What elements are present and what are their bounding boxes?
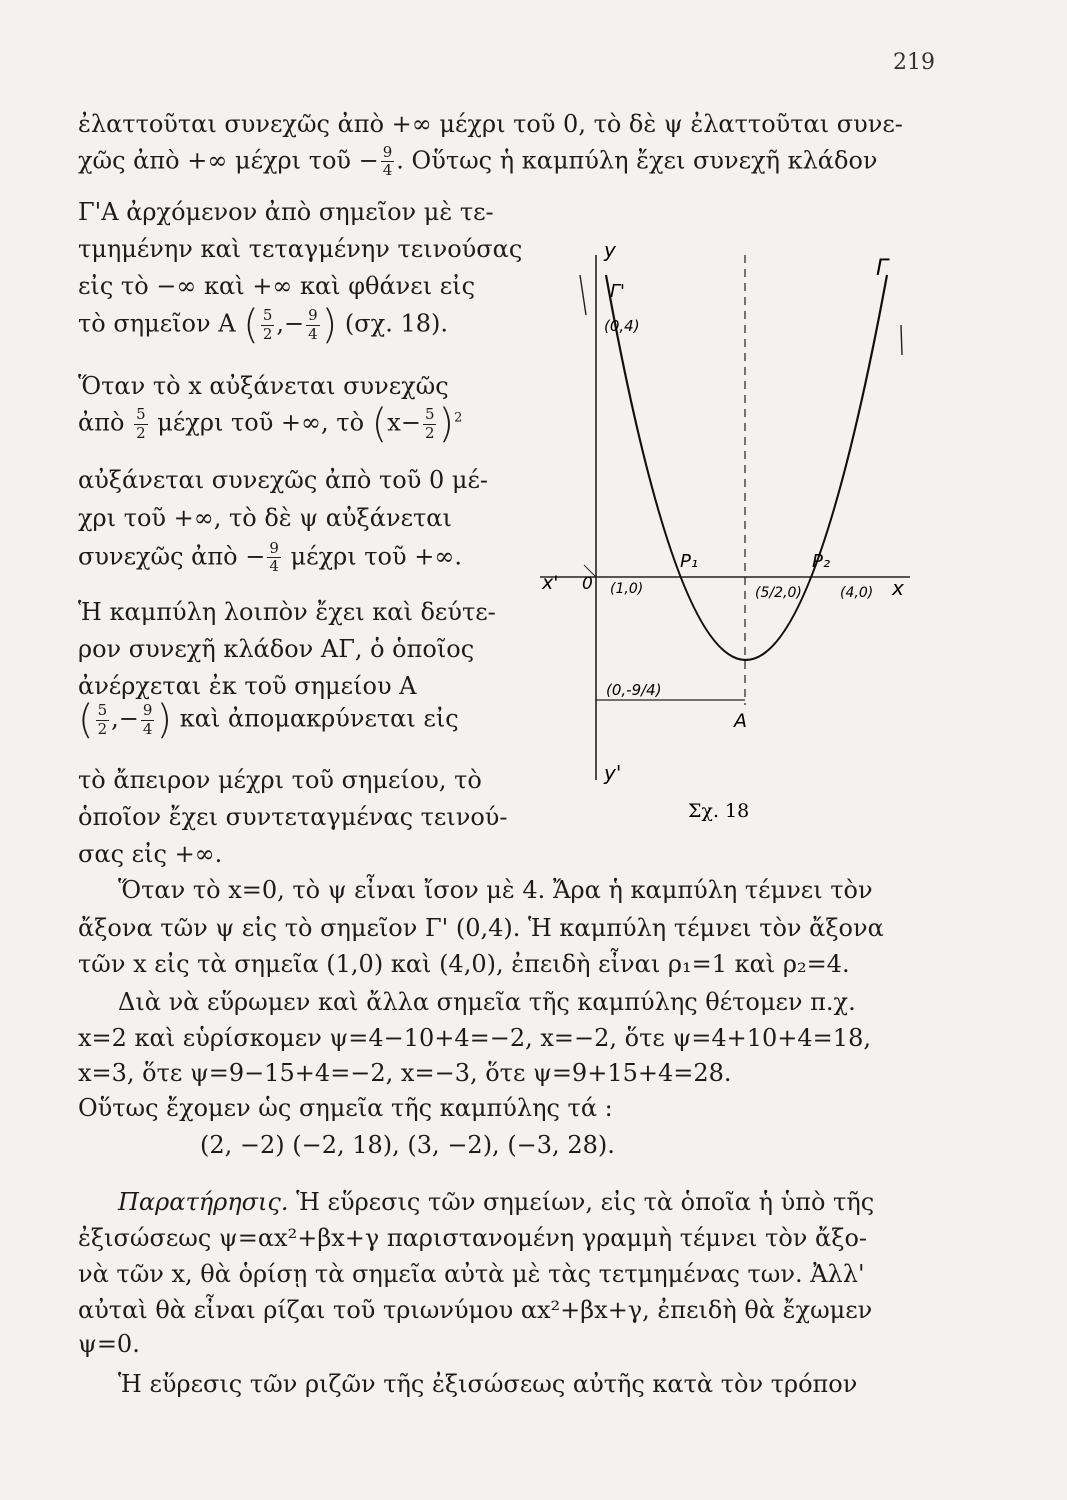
- point-1-0-label: (1,0): [610, 581, 644, 597]
- fraction-5-2: [261, 307, 275, 343]
- text-line-27: [118, 1190, 874, 1214]
- y-prime-label: y': [604, 761, 622, 785]
- text-line-2b: . Οὕτως ἡ καμπύλη ἔχει συνεχῆ κλάδον: [396, 146, 878, 175]
- figure-reference: (σχ. 18).: [344, 309, 448, 338]
- fraction-numerator: 9: [269, 539, 279, 557]
- text-line-31: ψ=0.: [78, 1330, 140, 1358]
- p2-label: P₂: [812, 551, 831, 572]
- text-line-2a: χῶς ἀπὸ +∞ μέχρι τοῦ −: [78, 146, 379, 175]
- text-line-6: [78, 302, 448, 348]
- fraction-numerator: 5: [262, 306, 273, 325]
- fraction-denominator: 4: [382, 161, 393, 180]
- fraction-5-2: [423, 406, 437, 442]
- fraction-numerator: 5: [136, 405, 146, 424]
- text-line-16: τὸ ἄπειρον μέχρι τοῦ σημείου, τὸ: [78, 766, 482, 794]
- point-5-2-0-label: (5/2,0): [755, 585, 802, 601]
- gamma-label: Γ: [876, 256, 889, 281]
- figure-18-parabola: [540, 235, 940, 835]
- open-paren: (: [371, 401, 388, 447]
- fraction-denominator: 4: [269, 557, 279, 576]
- fraction-denominator: 2: [424, 423, 435, 442]
- page-number: 219: [893, 50, 935, 75]
- fraction-5-2: [134, 406, 148, 442]
- text-line-2: [78, 144, 877, 180]
- fraction-numerator: 5: [424, 405, 435, 424]
- text-line-14: ἀνέρχεται ἐκ τοῦ σημείου Α: [78, 672, 417, 700]
- fraction-9-4: [267, 540, 281, 576]
- text-line-10: χρι τοῦ +∞, τὸ δὲ ψ αὐξάνεται: [78, 504, 452, 532]
- origin-label: 0: [582, 574, 593, 594]
- text-line-8: [78, 401, 463, 447]
- fraction-denominator: 2: [262, 324, 273, 343]
- vertex-a-label: A: [734, 710, 747, 732]
- text-line-32: Ἡ εὕρεσις τῶν ριζῶν τῆς ἐξισώσεως αὐτῆς κατὰ τὸν τρόπον: [118, 1370, 858, 1398]
- text-line-3: Γ'Α ἀρχόμενον ἀπὸ σημεῖον μὲ τε-: [78, 198, 494, 226]
- text-line-9: αὐξάνεται συνεχῶς ἀπὸ τοῦ 0 μέ-: [78, 466, 488, 494]
- x-prime-label: x': [542, 572, 559, 594]
- fraction-numerator: 9: [382, 143, 393, 161]
- text-line-11: [78, 540, 462, 576]
- point-0-4-label: (0,4): [604, 317, 640, 335]
- text-line-11b: μέχρι τοῦ +∞.: [290, 542, 462, 571]
- text-line-19: Ὅταν τὸ x=0, τὸ ψ εἶναι ἴσον μὲ 4. Ἄρα ἡ καμπύλη τέμνει τὸν: [118, 876, 873, 904]
- fraction-denominator: 4: [308, 324, 318, 343]
- text-line-22: Διὰ νὰ εὕρωμεν καὶ ἄλλα σημεῖα τῆς καμπύλης θέτομεν π.χ.: [118, 988, 856, 1016]
- text-line-8a: ἀπὸ: [78, 408, 125, 437]
- open-paren: (: [243, 302, 259, 348]
- fraction-9-4: [306, 307, 320, 343]
- vertex-coord-label: (0,-9/4): [606, 681, 662, 699]
- p1-label: P₁: [680, 551, 699, 572]
- text-line-18: σας εἰς +∞.: [78, 840, 223, 868]
- text-line-4: τμημένην καὶ τεταγμένην τεινούσας: [78, 235, 523, 263]
- text-line-13: ρον συνεχῆ κλάδον ΑΓ, ὁ ὁποῖος: [78, 635, 475, 663]
- point-a-label: τὸ σημεῖον Α: [78, 309, 236, 338]
- close-paren: ): [321, 302, 338, 348]
- close-paren: ): [438, 401, 455, 447]
- text-line-30: αὐταὶ θὰ εἶναι ρίζαι τοῦ τριωνύμου αx²+βx+γ, ἐπειδὴ θὰ ἔχωμεν: [78, 1296, 873, 1324]
- minus-sign: −: [284, 309, 305, 338]
- text-line-1: ἐλαττοῦται συνεχῶς ἀπὸ +∞ μέχρι τοῦ 0, τὸ δὲ ψ ἐλαττοῦται συνε-: [78, 110, 903, 138]
- text-line-11a: συνεχῶς ἀπὸ −: [78, 542, 266, 571]
- y-axis-label: y: [604, 238, 616, 262]
- fraction-numerator: 5: [97, 701, 108, 720]
- open-paren: (: [78, 697, 94, 743]
- comma: ,: [111, 704, 119, 733]
- arrow-left-branch: [580, 275, 586, 315]
- text-line-8b: μέχρι τοῦ +∞, τὸ: [157, 408, 365, 437]
- text-line-24: x=3, ὅτε ψ=9−15+4=−2, x=−3, ὅτε ψ=9+15+4=28.: [78, 1059, 732, 1087]
- text-line-15: [78, 697, 459, 743]
- arrow-right-branch: [901, 325, 902, 355]
- close-paren: ): [156, 697, 173, 743]
- parabola-curve: [606, 275, 887, 660]
- text-line-21: τῶν x εἰς τὰ σημεῖα (1,0) καὶ (4,0), ἐπειδὴ εἶναι ρ₁=1 καὶ ρ₂=4.: [78, 950, 850, 978]
- fraction-9-4: [381, 144, 395, 180]
- fraction-5-2: [96, 702, 110, 738]
- fraction-denominator: 2: [97, 719, 108, 738]
- remark-heading: Παρατήρησις.: [118, 1188, 289, 1216]
- text-line-15b: καὶ ἀπομακρύνεται εἰς: [179, 704, 459, 733]
- fraction-denominator: 4: [142, 719, 153, 738]
- text-line-23: x=2 καὶ εὑρίσκομεν ψ=4−10+4=−2, x=−2, ὅτε ψ=4+10+4=18,: [78, 1024, 871, 1052]
- fraction-numerator: 9: [308, 306, 318, 325]
- gamma-prime-label: Γ': [610, 281, 625, 302]
- minus-sign: −: [118, 704, 139, 733]
- text-line-12: Ἡ καμπύλη λοιπὸν ἔχει καὶ δεύτε-: [78, 598, 496, 626]
- figure-caption: Σχ. 18: [688, 800, 750, 822]
- fraction-denominator: 2: [136, 423, 146, 442]
- text-line-17: ὁποῖον ἔχει συντεταγμένας τεινού-: [78, 803, 508, 831]
- comma: ,: [276, 309, 284, 338]
- text-line-27b: Ἡ εὕρεσις τῶν σημείων, εἰς τὰ ὁποῖα ἡ ὑπὸ τῆς: [288, 1188, 875, 1216]
- point-4-0-label: (4,0): [840, 585, 874, 601]
- text-line-8c: x−: [387, 408, 421, 437]
- x-axis-label: x: [892, 576, 904, 600]
- text-line-28: ἐξισώσεως ψ=αx²+βx+γ παριστανομένη γραμμὴ τέμνει τὸν ἄξο-: [78, 1224, 868, 1252]
- fraction-9-4: [141, 702, 155, 738]
- text-line-26: (2, −2) (−2, 18), (3, −2), (−3, 28).: [200, 1131, 615, 1159]
- text-line-5: εἰς τὸ −∞ καὶ +∞ καὶ φθάνει εἰς: [78, 272, 476, 300]
- text-line-29: νὰ τῶν x, θὰ ὁρίσῃ τὰ σημεῖα αὐτὰ μὲ τὰς τετμημένας των. Ἀλλ': [78, 1260, 865, 1288]
- fraction-numerator: 9: [142, 701, 153, 720]
- exponent: 2: [454, 410, 463, 426]
- text-line-25: Οὕτως ἔχομεν ὡς σημεῖα τῆς καμπύλης τά :: [78, 1094, 613, 1122]
- text-line-7: Ὅταν τὸ x αὐξάνεται συνεχῶς: [78, 372, 449, 400]
- text-line-20: ἄξονα τῶν ψ εἰς τὸ σημεῖον Γ' (0,4). Ἡ καμπύλη τέμνει τὸν ἄξονα: [78, 914, 884, 942]
